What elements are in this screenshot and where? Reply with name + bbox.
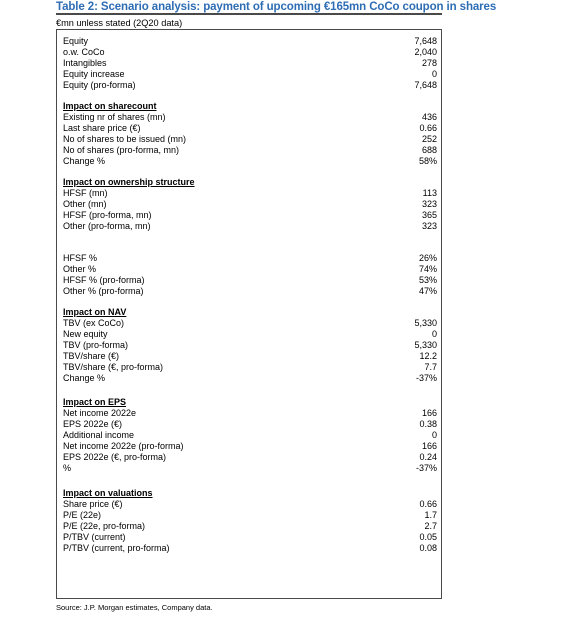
title-rule	[56, 13, 442, 15]
row-label: P/E (22e)	[63, 510, 102, 520]
row-value: 166	[421, 408, 437, 418]
row-value: 0.05	[419, 532, 437, 542]
row-value: 7.7	[424, 362, 437, 372]
table-row	[57, 264, 441, 275]
row-value: 47%	[418, 286, 437, 296]
table-row	[57, 329, 441, 340]
section-header-label: Impact on ownership structure	[63, 177, 195, 187]
row-label: P/E (22e, pro-forma)	[63, 521, 146, 531]
row-label: HFSF (pro-forma, mn)	[63, 210, 152, 220]
row-label: TBV/share (€)	[63, 351, 120, 361]
row-label: TBV/share (€, pro-forma)	[63, 362, 164, 372]
row-value: 1.7	[424, 510, 437, 520]
row-label: Equity	[63, 36, 89, 46]
row-label: HFSF %	[63, 253, 98, 263]
table-row	[57, 340, 441, 351]
row-label: No of shares to be issued (mn)	[63, 134, 187, 144]
table-row	[57, 145, 441, 156]
table-row	[57, 156, 441, 167]
row-label: Additional income	[63, 430, 135, 440]
row-label: Share price (€)	[63, 499, 123, 509]
row-label: Net income 2022e	[63, 408, 137, 418]
row-value: 53%	[418, 275, 437, 285]
row-value: 12.2	[419, 351, 437, 361]
table-row	[57, 36, 441, 47]
row-label: Other %	[63, 264, 97, 274]
table-row	[57, 80, 441, 91]
row-value: 0.24	[419, 452, 437, 462]
table-row	[57, 408, 441, 419]
table-row	[57, 318, 441, 329]
row-value: 688	[421, 145, 437, 155]
table-row	[57, 112, 441, 123]
row-label: Change %	[63, 373, 106, 383]
table-row	[57, 286, 441, 297]
row-label: TBV (pro-forma)	[63, 340, 129, 350]
table-row	[57, 188, 441, 199]
row-label: Last share price (€)	[63, 123, 141, 133]
section-header	[57, 101, 441, 112]
table-row	[57, 58, 441, 69]
row-value: 278	[421, 58, 437, 68]
row-value: 5,330	[414, 318, 437, 328]
row-label: EPS 2022e (€, pro-forma)	[63, 452, 167, 462]
table-row	[57, 430, 441, 441]
row-label: Existing nr of shares (mn)	[63, 112, 166, 122]
section-header-label: Impact on sharecount	[63, 101, 157, 111]
table-row	[57, 452, 441, 463]
row-value: 26%	[418, 253, 437, 263]
table-row	[57, 543, 441, 554]
table-row	[57, 253, 441, 264]
table-row	[57, 134, 441, 145]
row-value: 323	[421, 221, 437, 231]
row-value: 58%	[418, 156, 437, 166]
row-label: HFSF (mn)	[63, 188, 108, 198]
row-label: TBV (ex CoCo)	[63, 318, 125, 328]
section-header	[57, 397, 441, 408]
source-note: Source: J.P. Morgan estimates, Company data.	[56, 603, 213, 612]
row-value: 7,648	[414, 80, 437, 90]
row-value: 436	[421, 112, 437, 122]
table-row	[57, 362, 441, 373]
table-row	[57, 532, 441, 543]
table-row	[57, 521, 441, 532]
row-label: New equity	[63, 329, 108, 339]
row-value: 0.38	[419, 419, 437, 429]
section-header	[57, 307, 441, 318]
row-value: 2.7	[424, 521, 437, 531]
row-label: %	[63, 463, 72, 473]
row-value: 365	[421, 210, 437, 220]
section-header-label: Impact on valuations	[63, 488, 153, 498]
row-value: 5,330	[414, 340, 437, 350]
table-row	[57, 419, 441, 430]
row-value: 7,648	[414, 36, 437, 46]
row-value: 323	[421, 199, 437, 209]
table-row	[57, 499, 441, 510]
row-value: 74%	[418, 264, 437, 274]
section-header-label: Impact on NAV	[63, 307, 127, 317]
row-value: 2,040	[414, 47, 437, 57]
row-label: Other (mn)	[63, 199, 107, 209]
row-label: P/TBV (current, pro-forma)	[63, 543, 170, 553]
row-label: Other (pro-forma, mn)	[63, 221, 151, 231]
row-label: Other % (pro-forma)	[63, 286, 144, 296]
section-header	[57, 488, 441, 499]
table-row	[57, 199, 441, 210]
section-header-label: Impact on EPS	[63, 397, 127, 407]
table-row	[57, 463, 441, 474]
row-label: Change %	[63, 156, 106, 166]
row-value: 0	[431, 430, 437, 440]
row-value: 113	[422, 188, 437, 198]
table-row	[57, 47, 441, 58]
table-row	[57, 441, 441, 452]
table-row	[57, 351, 441, 362]
row-label: No of shares (pro-forma, mn)	[63, 145, 180, 155]
row-value: 166	[421, 441, 437, 451]
row-value: -37%	[415, 373, 437, 383]
table-row	[57, 275, 441, 286]
row-value: 0	[431, 69, 437, 79]
row-label: Equity (pro-forma)	[63, 80, 136, 90]
section-header	[57, 177, 441, 188]
row-label: EPS 2022e (€)	[63, 419, 123, 429]
table-subtitle: €mn unless stated (2Q20 data)	[56, 18, 183, 28]
table-row	[57, 210, 441, 221]
row-value: 252	[421, 134, 437, 144]
row-value: 0.08	[419, 543, 437, 553]
table-title: Table 2: Scenario analysis: payment of upcoming €165mn CoCo coupon in shares	[56, 1, 497, 13]
row-value: 0.66	[419, 499, 437, 509]
row-label: HFSF % (pro-forma)	[63, 275, 145, 285]
scenario-table	[56, 29, 442, 599]
row-label: o.w. CoCo	[63, 47, 105, 57]
row-label: Equity increase	[63, 69, 125, 79]
row-value: -37%	[415, 463, 437, 473]
table-row	[57, 69, 441, 80]
row-label: P/TBV (current)	[63, 532, 126, 542]
table-row	[57, 373, 441, 384]
row-label: Intangibles	[63, 58, 107, 68]
table-row	[57, 510, 441, 521]
row-label: Net income 2022e (pro-forma)	[63, 441, 184, 451]
row-value: 0.66	[419, 123, 437, 133]
row-value: 0	[431, 329, 437, 339]
table-row	[57, 123, 441, 134]
table-row	[57, 221, 441, 232]
